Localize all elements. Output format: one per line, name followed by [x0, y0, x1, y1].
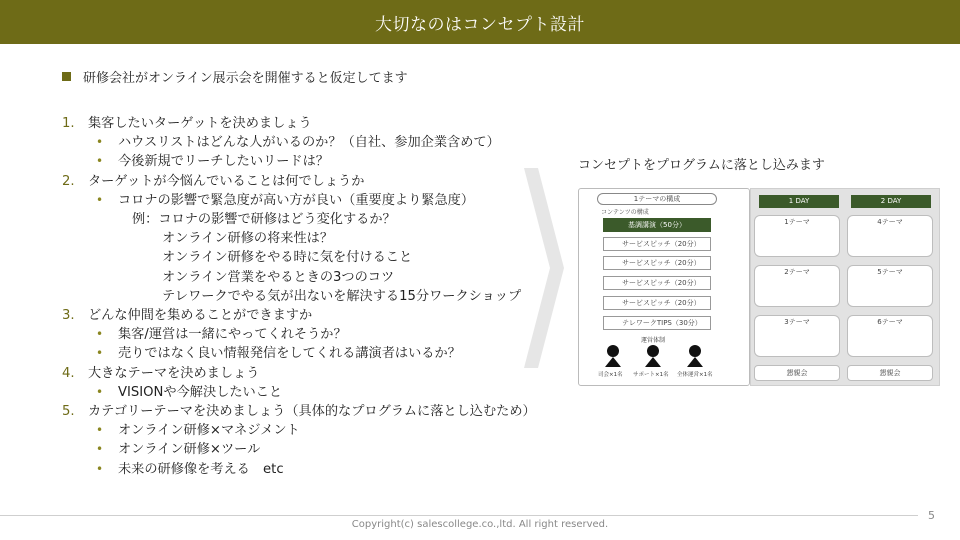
chevron-arrow-icon: [524, 168, 564, 368]
intro-text: 研修会社がオンライン展示会を開催すると仮定してます: [83, 71, 408, 86]
dot-bullet-icon: •: [96, 384, 104, 399]
theme-slot: 3テーマ: [754, 315, 840, 357]
person-label: 司会×1名: [598, 372, 623, 378]
square-bullet-icon: [62, 72, 71, 81]
item-text: カテゴリーテーマを決めましょう（具体的なプログラムに落とし込むため）: [88, 404, 536, 420]
page-number: 5: [928, 509, 935, 522]
theme-structure-panel: [578, 188, 750, 386]
sub-item-text: ハウスリストはどんな人がいるのか？（自社、参加企業含めて）: [118, 135, 500, 151]
footer-divider: [0, 515, 918, 516]
sub-item: [62, 133, 536, 152]
dot-bullet-icon: •: [96, 461, 104, 476]
sub-item-text: 未来の研修像を考える etc: [118, 461, 284, 477]
program-item: サービスピッチ（20分）: [603, 237, 711, 251]
outline-item: [62, 172, 536, 191]
theme-slot: 6テーマ: [847, 315, 933, 357]
sub-item: [62, 344, 536, 363]
sub-item-text: オンライン研修×ツール: [118, 442, 261, 458]
day-tag: 2 DAY: [851, 195, 931, 208]
item-number: 5.: [62, 404, 75, 420]
person-icon: [687, 345, 703, 367]
example-item: テレワークでやる気が出ないを解決する15分ワークショップ: [162, 288, 522, 304]
contents-label: コンテンツの構成: [601, 209, 649, 216]
example-item: オンライン研修をやる時に気を付けること: [162, 250, 413, 266]
dot-bullet-icon: •: [96, 423, 104, 438]
theme-pill: 1テーマの構成: [597, 193, 717, 205]
item-number: 4.: [62, 365, 75, 381]
schedule-panel: [750, 188, 940, 386]
outline-item: [62, 306, 536, 325]
sub-item-text: オンライン研修×マネジメント: [118, 423, 300, 439]
item-number: 2.: [62, 173, 75, 189]
item-number: 3.: [62, 308, 75, 324]
program-item: サービスピッチ（20分）: [603, 276, 711, 290]
example-item: オンライン営業をやるときの3つのコツ: [162, 269, 395, 285]
page-title: 大切なのはコンセプト設計: [375, 14, 585, 35]
person-icon: [605, 345, 621, 367]
theme-slot: 2テーマ: [754, 265, 840, 307]
item-text: 集客したいターゲットを決めましょう: [88, 116, 312, 131]
theme-slot: 4テーマ: [847, 215, 933, 257]
outline-item: [62, 402, 536, 421]
program-item: サービスピッチ（20分）: [603, 296, 711, 310]
person-label: サポート×1名: [633, 372, 669, 378]
person-label: 全体運営×1名: [677, 372, 713, 378]
outline-item: [62, 364, 536, 383]
intro-line: [62, 67, 408, 86]
sub-item: [62, 421, 536, 440]
outline-item: [62, 114, 536, 133]
sub-item: [62, 440, 536, 459]
party-slot: 懇親会: [754, 365, 840, 381]
dot-bullet-icon: •: [96, 154, 104, 169]
item-text: 大きなテーマを決めましょう: [88, 365, 260, 381]
item-text: どんな仲間を集めることができますか: [88, 308, 313, 324]
dot-bullet-icon: •: [96, 192, 104, 207]
dot-bullet-icon: •: [96, 346, 104, 361]
mockup-title: コンセプトをプログラムに落とし込みます: [578, 158, 825, 173]
theme-slot: 1テーマ: [754, 215, 840, 257]
sub-item: [62, 383, 536, 402]
keynote-bar: 基調講演（50分）: [603, 218, 711, 232]
example-lead: 例：コロナの影響で研修はどう変化するか？: [132, 212, 396, 228]
sub-item-text: VISIONや今解決したいこと: [118, 384, 283, 400]
item-number: 1.: [62, 116, 75, 131]
dot-bullet-icon: •: [96, 442, 104, 457]
sub-item-text: コロナの影響で緊急度が高い方が良い（重要度より緊急度）: [118, 192, 475, 208]
item-text: ターゲットが今悩んでいることは何でしょうか: [88, 173, 365, 189]
program-item: テレワークTIPS（30分）: [603, 316, 711, 330]
dot-bullet-icon: •: [96, 135, 104, 150]
sub-item-text: 売りではなく良い情報発信をしてくれる講演者はいるか？: [118, 346, 461, 362]
title-bar: [0, 0, 960, 44]
sub-item: [62, 152, 536, 171]
sub-item: [62, 325, 536, 344]
example-item: オンライン研修の将来性は？: [162, 231, 334, 247]
staff-caption: 運営体制: [641, 337, 666, 344]
outline-list: [62, 114, 536, 479]
dot-bullet-icon: •: [96, 327, 104, 342]
sub-item-text: 今後新規でリーチしたいリードは？: [118, 154, 329, 170]
person-icon: [645, 345, 661, 367]
program-item: サービスピッチ（20分）: [603, 256, 711, 270]
program-mockup: [578, 188, 940, 388]
sub-item: [62, 191, 536, 210]
sub-item-text: 集客/運営は一緒にやってくれそうか？: [118, 327, 347, 343]
sub-item: [62, 460, 536, 479]
copyright: Copyright(c) salescollege.co.,ltd. All right reserved.: [351, 519, 609, 530]
theme-slot: 5テーマ: [847, 265, 933, 307]
day-tag: 1 DAY: [759, 195, 839, 208]
party-slot: 懇親会: [847, 365, 933, 381]
